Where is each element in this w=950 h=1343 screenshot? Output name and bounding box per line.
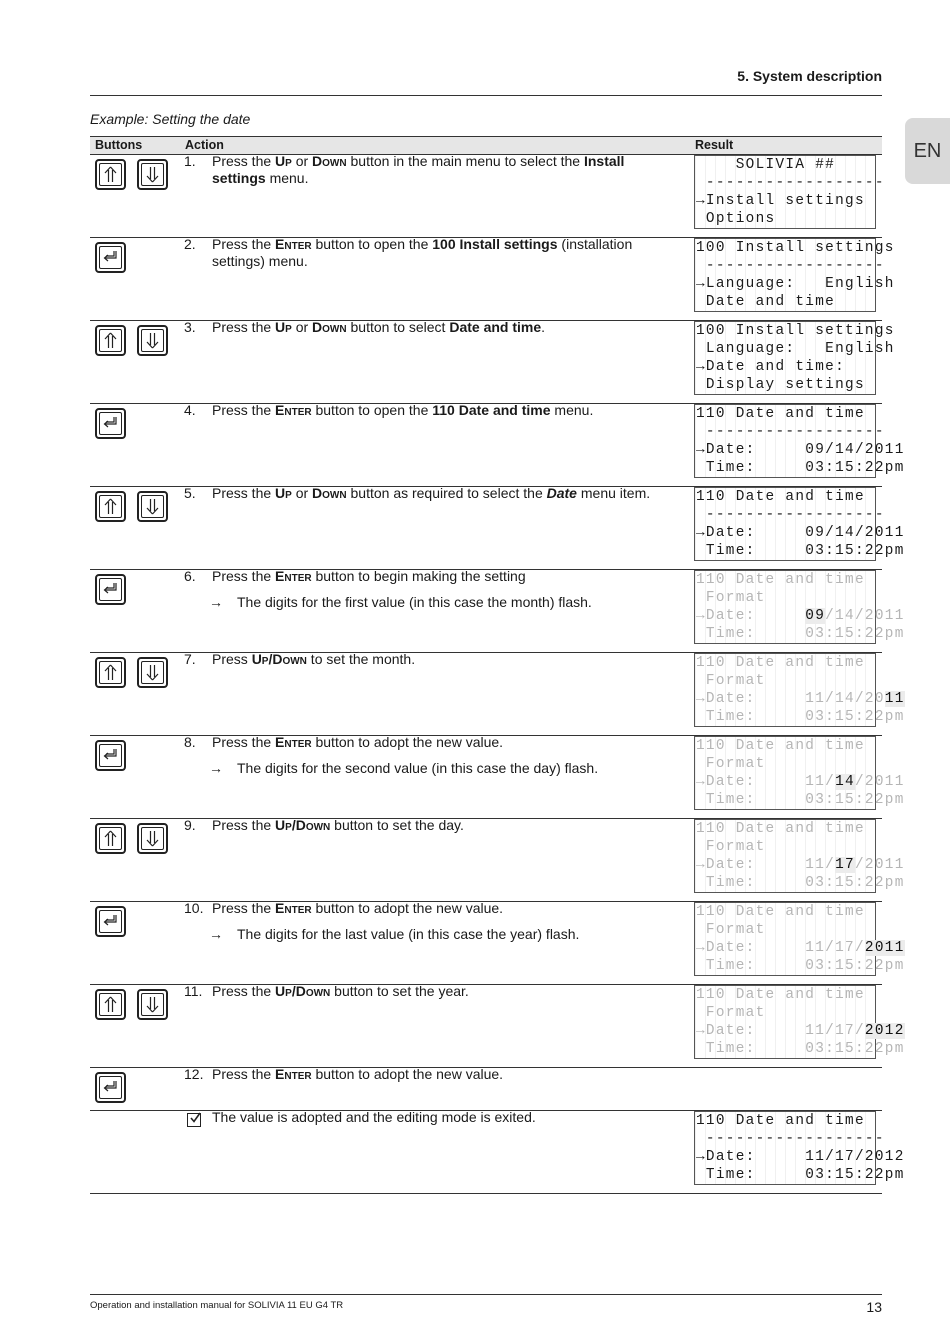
step-number: 5.	[184, 485, 196, 501]
table-row	[90, 900, 905, 985]
down-key-icon	[137, 823, 168, 854]
language-tab: EN	[905, 118, 950, 184]
up-key-icon	[95, 823, 126, 854]
step-action	[212, 236, 652, 270]
lcd-display	[694, 155, 885, 229]
lcd-line: 110 Date and time	[696, 738, 865, 754]
lcd-text: /2011	[854, 774, 905, 790]
lcd-display	[694, 902, 905, 976]
table-row	[90, 983, 905, 1068]
header-buttons: Buttons	[95, 138, 143, 152]
lcd-line: Options	[696, 211, 776, 227]
header-result: Result	[695, 138, 734, 152]
row-buttons	[95, 823, 168, 854]
action-text: Up	[275, 485, 292, 501]
up-key-icon	[95, 491, 126, 522]
row-buttons	[95, 159, 168, 190]
steps-table	[90, 136, 905, 1194]
action-text: button to adopt the new value.	[311, 734, 504, 750]
action-text: menu.	[550, 402, 594, 418]
action-text: Up	[275, 319, 292, 335]
action-text: button to select	[346, 319, 450, 335]
lcd-line: →Date: 11/17/2012	[696, 1149, 905, 1165]
step-number: 3.	[184, 319, 196, 335]
action-text: Down	[312, 485, 347, 501]
action-text: Press the	[212, 319, 276, 335]
row-buttons	[95, 242, 126, 273]
action-text: Enter	[275, 1066, 312, 1082]
row-buttons	[95, 574, 126, 605]
table-row	[90, 651, 905, 736]
action-text: button to set the day.	[330, 817, 464, 833]
action-text: Enter	[275, 568, 312, 584]
step-number: 11.	[184, 983, 203, 999]
action-text: Down	[312, 319, 347, 335]
step-action	[209, 568, 652, 611]
lcd-highlight: 2011	[864, 940, 905, 956]
action-text: Down	[295, 983, 331, 999]
action-text: button to open the	[311, 402, 433, 418]
lcd-line: 110 Date and time	[696, 655, 865, 671]
up-key-icon	[95, 159, 126, 190]
lcd-line: 110 Date and time	[696, 406, 865, 422]
enter-key-icon	[95, 740, 126, 771]
action-text: 110 Date and time	[432, 402, 551, 418]
result-text: The digits for the last value (in this case the year) flash.	[237, 926, 580, 942]
lcd-line: 110 Date and time	[696, 489, 865, 505]
table-row	[90, 319, 895, 404]
action-text: Press the	[212, 402, 276, 418]
action-text: Press the	[212, 734, 276, 750]
lcd-line	[696, 856, 905, 874]
action-text: Enter	[275, 236, 312, 252]
row-buttons	[95, 325, 168, 356]
action-text: Press the	[212, 485, 276, 501]
lcd-line: Time: 03:15:22pm	[696, 792, 905, 808]
step-result	[209, 926, 652, 943]
step-action	[212, 402, 652, 419]
lcd-display	[694, 487, 905, 561]
row-buttons	[95, 989, 168, 1020]
lcd-line: ------------------	[696, 424, 885, 440]
lcd-line	[696, 939, 905, 957]
lcd-line: Time: 03:15:22pm	[696, 875, 905, 891]
enter-key-icon	[95, 1072, 126, 1103]
action-text: button to open the	[311, 236, 433, 252]
checkbox-icon	[187, 1113, 201, 1127]
example-title: Example: Setting the date	[90, 111, 251, 127]
footer-rule	[90, 1294, 882, 1295]
table-row	[90, 817, 905, 902]
enter-key-icon	[95, 574, 126, 605]
lcd-line: Format	[696, 590, 766, 606]
action-text: /	[268, 651, 273, 667]
lcd-text: →Date: 11/17/	[696, 1023, 865, 1039]
step-result	[209, 594, 652, 611]
lcd-line: Date and time	[696, 294, 836, 310]
action-text: Press the	[212, 817, 276, 833]
lcd-display	[694, 570, 905, 644]
lcd-text: →Date: 11/	[696, 774, 836, 790]
action-text: Install settings	[212, 153, 625, 186]
lcd-line: Time: 03:15:22pm	[696, 958, 905, 974]
action-text: Up	[275, 983, 292, 999]
action-text: Press the	[212, 1066, 276, 1082]
lcd-line: Time: 03:15:22pm	[696, 1041, 905, 1057]
lcd-line	[696, 690, 905, 708]
lcd-text: →Date: 11/14/20	[696, 691, 885, 707]
action-text: or	[291, 319, 313, 335]
lcd-line: Time: 03:15:22pm	[696, 626, 905, 642]
action-text: (installation settings) menu.	[212, 236, 633, 269]
lcd-line: Time: 03:15:22pm	[696, 543, 905, 559]
step-action	[212, 1066, 652, 1083]
lcd-text: →Date: 11/	[696, 857, 836, 873]
lcd-line: 110 Date and time	[696, 572, 865, 588]
step-action	[212, 651, 652, 668]
lcd-line: 110 Date and time	[696, 821, 865, 837]
step-number: 4.	[184, 402, 196, 418]
action-text: Enter	[275, 402, 312, 418]
lcd-highlight: 14	[835, 774, 855, 790]
action-text: button in the main menu to select the	[346, 153, 584, 169]
lcd-line: ------------------	[696, 175, 885, 191]
lcd-line: Format	[696, 673, 766, 689]
table-row	[90, 1109, 905, 1194]
action-text: menu item.	[576, 485, 651, 501]
step-number: 6.	[184, 568, 196, 584]
action-text: button to begin making the setting	[311, 568, 526, 584]
lcd-line: ------------------	[696, 507, 885, 523]
step-action	[209, 734, 652, 777]
page-number: 13	[866, 1299, 882, 1315]
lcd-line: Language: English	[696, 341, 895, 357]
action-text: menu.	[265, 170, 309, 186]
lcd-line: 110 Date and time	[696, 1113, 865, 1129]
lcd-line: SOLIVIA ##	[696, 157, 836, 173]
action-text: .	[541, 319, 546, 335]
lcd-display	[694, 238, 895, 312]
lcd-display	[694, 819, 905, 893]
lcd-highlight: 17	[835, 857, 855, 873]
action-text: Press the	[212, 568, 276, 584]
lcd-display	[694, 404, 905, 478]
action-text: or	[291, 485, 313, 501]
action-text: to set the month.	[306, 651, 416, 667]
footer-text: Operation and installation manual for SOLIVIA 11 EU G4 TR	[90, 1300, 344, 1311]
lcd-line	[696, 607, 905, 625]
section-title: 5. System description	[737, 68, 882, 84]
result-text: The digits for the first value (in this case the month) flash.	[237, 594, 592, 610]
action-text: Press the	[212, 983, 276, 999]
lcd-line: Format	[696, 922, 766, 938]
table-row	[90, 153, 885, 238]
step-action	[212, 983, 652, 1000]
row-buttons	[95, 906, 126, 937]
down-key-icon	[137, 657, 168, 688]
step-action	[212, 485, 652, 502]
action-text: /	[291, 817, 296, 833]
result-arrow-icon: →	[209, 760, 223, 776]
lcd-text: →Date:	[696, 608, 806, 624]
lcd-display	[694, 1111, 905, 1185]
header-rule	[90, 95, 882, 96]
lcd-line	[696, 773, 905, 791]
action-text: Down	[295, 817, 331, 833]
row-buttons	[95, 657, 168, 688]
lcd-highlight: 2012	[864, 1023, 905, 1039]
step-action	[209, 900, 652, 943]
action-text: button to adopt the new value.	[311, 1066, 504, 1082]
lcd-highlight: 11	[884, 691, 905, 707]
table-row	[90, 236, 895, 321]
action-text: Press the	[212, 153, 276, 169]
lcd-line: ------------------	[696, 1131, 885, 1147]
action-text: Enter	[275, 734, 312, 750]
step-action	[212, 817, 652, 834]
lcd-display	[694, 321, 895, 395]
header-action: Action	[185, 138, 224, 152]
step-number: 9.	[184, 817, 196, 833]
action-text: Down	[312, 153, 347, 169]
down-key-icon	[137, 491, 168, 522]
step-number: 12.	[184, 1066, 204, 1082]
enter-key-icon	[95, 242, 126, 273]
up-key-icon	[95, 989, 126, 1020]
action-text: Up	[275, 817, 292, 833]
action-text: Date and time	[449, 319, 542, 335]
action-text: Press	[212, 651, 252, 667]
result-arrow-icon: →	[209, 594, 223, 610]
action-text: Enter	[275, 900, 312, 916]
step-action	[212, 319, 652, 336]
lcd-line: 110 Date and time	[696, 987, 865, 1003]
lcd-line: 100 Install settings	[696, 240, 895, 256]
step-number: 8.	[184, 734, 196, 750]
down-key-icon	[137, 159, 168, 190]
row-buttons	[95, 408, 126, 439]
lcd-text: /2011	[854, 857, 905, 873]
step-number: 10.	[184, 900, 204, 916]
step-action	[212, 153, 652, 187]
table-row	[90, 1068, 882, 1111]
lcd-line: ------------------	[696, 258, 885, 274]
step-action	[212, 1109, 652, 1126]
down-key-icon	[137, 325, 168, 356]
action-text: /	[291, 983, 296, 999]
lcd-line	[696, 1022, 905, 1040]
lcd-line: Format	[696, 839, 766, 855]
lcd-line: →Date: 09/14/2011	[696, 442, 905, 458]
action-text: Press the	[212, 900, 276, 916]
lcd-line: 110 Date and time	[696, 904, 865, 920]
lcd-line: Time: 03:15:22pm	[696, 709, 905, 725]
down-key-icon	[137, 989, 168, 1020]
table-row	[90, 734, 905, 819]
lcd-line: Time: 03:15:22pm	[696, 460, 905, 476]
lcd-line: Format	[696, 1005, 766, 1021]
action-text: or	[291, 153, 313, 169]
result-text: The digits for the second value (in this case the day) flash.	[237, 760, 599, 776]
table-row	[90, 568, 905, 653]
up-key-icon	[95, 325, 126, 356]
action-text: Date	[546, 485, 577, 501]
action-text: button to set the year.	[330, 983, 469, 999]
action-text: Up	[275, 153, 292, 169]
action-text: button to adopt the new value.	[311, 900, 504, 916]
action-text: The value is adopted and the editing mode is exited.	[212, 1109, 536, 1125]
lcd-text: /14/2011	[825, 608, 905, 624]
lcd-line: Time: 03:15:22pm	[696, 1167, 905, 1183]
table-row	[90, 402, 905, 487]
enter-key-icon	[95, 408, 126, 439]
step-result	[209, 760, 652, 777]
table-body	[90, 153, 905, 1194]
lcd-line: 100 Install settings	[696, 323, 895, 339]
row-buttons	[95, 491, 168, 522]
lcd-line: →Language: English	[696, 276, 895, 292]
result-arrow-icon: →	[209, 926, 223, 942]
lcd-line: →Date and time:	[696, 359, 846, 375]
lcd-line: →Install settings	[696, 193, 865, 209]
step-number: 2.	[184, 236, 196, 252]
action-text: Up	[251, 651, 269, 667]
lcd-text: →Date: 11/17/	[696, 940, 865, 956]
action-text: Down	[272, 651, 307, 667]
action-text: button as required to select the	[346, 485, 547, 501]
row-buttons	[95, 740, 126, 771]
table-row	[90, 485, 905, 570]
lcd-line: Format	[696, 756, 766, 772]
lcd-line: →Date: 09/14/2011	[696, 525, 905, 541]
action-text: 100 Install settings	[432, 236, 558, 252]
lcd-line: Display settings	[696, 377, 865, 393]
lcd-display	[694, 985, 905, 1059]
action-text: Press the	[212, 236, 276, 252]
enter-key-icon	[95, 906, 126, 937]
step-number: 7.	[184, 651, 196, 667]
step-number: 1.	[184, 153, 196, 169]
lcd-display	[694, 653, 905, 727]
lcd-highlight: 09	[805, 608, 826, 624]
row-buttons	[95, 1072, 126, 1103]
up-key-icon	[95, 657, 126, 688]
lcd-display	[694, 736, 905, 810]
